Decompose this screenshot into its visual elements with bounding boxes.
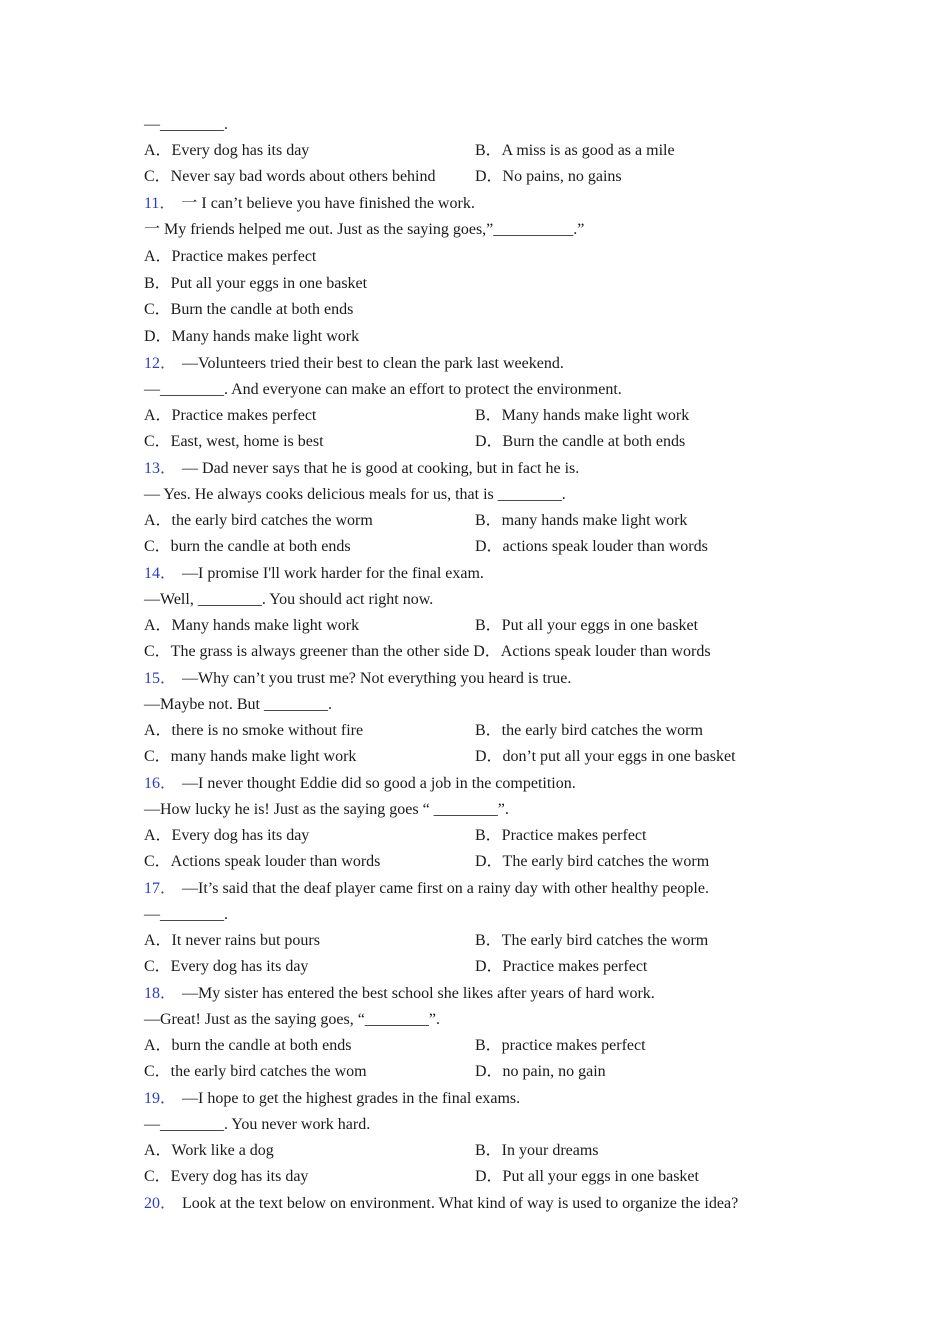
option-c: C．Burn the candle at both ends <box>144 301 354 318</box>
option-b: B．Practice makes perfect <box>475 827 647 844</box>
question-17 <box>144 878 709 900</box>
question-reply: —How lucky he is! Just as the saying goes “ ________”. <box>144 801 509 818</box>
question-12 <box>144 353 564 375</box>
question-reply: —Maybe not. But ________. <box>144 696 332 713</box>
question-number: 19． <box>144 1090 177 1107</box>
question-prompt: — Dad never says that he is good at cooking, but in fact he is. <box>182 460 580 477</box>
question-number: 18． <box>144 985 177 1002</box>
option-c: C．Every dog has its day <box>144 1168 309 1185</box>
option-c: C．Every dog has its day <box>144 958 309 975</box>
option-d: D．no pain, no gain <box>475 1063 606 1080</box>
option-a: A．Every dog has its day <box>144 142 310 159</box>
option-c: C．the early bird catches the wom <box>144 1063 367 1080</box>
question-number: 16． <box>144 775 177 792</box>
question-number: 14． <box>144 565 177 582</box>
option-c: C．burn the candle at both ends <box>144 538 351 555</box>
option-d: D．The early bird catches the worm <box>475 853 710 870</box>
option-b: B．the early bird catches the worm <box>475 722 703 739</box>
question-number: 17． <box>144 880 177 897</box>
question-prompt: Look at the text below on environment. What kind of way is used to organize the idea? <box>182 1195 739 1212</box>
option-a: A．Every dog has its day <box>144 827 310 844</box>
option-d: D．Actions speak louder than words <box>473 643 711 660</box>
question-13 <box>144 458 579 480</box>
question-reply: —________. And everyone can make an effort to protect the environment. <box>144 381 622 398</box>
option-b: B．The early bird catches the worm <box>475 932 709 949</box>
question-prompt: —I promise I'll work harder for the final exam. <box>182 565 484 582</box>
question-15 <box>144 668 571 690</box>
option-d: D．Practice makes perfect <box>475 958 648 975</box>
question-number: 12． <box>144 355 177 372</box>
option-c-d-row <box>144 641 711 663</box>
question-19 <box>144 1088 520 1110</box>
option-a: A．burn the candle at both ends <box>144 1037 352 1054</box>
question-20 <box>144 1193 738 1215</box>
option-b: B．Many hands make light work <box>475 407 690 424</box>
question-reply: —________. <box>144 906 228 923</box>
question-14 <box>144 563 484 585</box>
option-c: C．Actions speak louder than words <box>144 853 381 870</box>
option-b: B．many hands make light work <box>475 512 688 529</box>
option-a: A．the early bird catches the worm <box>144 512 373 529</box>
option-b: B．Put all your eggs in one basket <box>144 275 368 292</box>
question-reply: —________. You never work hard. <box>144 1116 371 1133</box>
option-a: A．Many hands make light work <box>144 617 360 634</box>
question-prompt: —My sister has entered the best school she likes after years of hard work. <box>182 985 655 1002</box>
question-number: 20． <box>144 1195 177 1212</box>
question-reply: —Well, ________. You should act right now. <box>144 591 434 608</box>
option-a: A．Practice makes perfect <box>144 407 317 424</box>
option-b: B．practice makes perfect <box>475 1037 646 1054</box>
question-16 <box>144 773 576 795</box>
option-a: A．there is no smoke without fire <box>144 722 364 739</box>
option-b: B．Put all your eggs in one basket <box>475 617 699 634</box>
question-number: 13． <box>144 460 177 477</box>
option-c: C．Never say bad words about others behind <box>144 168 436 185</box>
question-prompt: —I hope to get the highest grades in the final exams. <box>182 1090 521 1107</box>
option-d: D．Many hands make light work <box>144 328 360 345</box>
option-d: D．No pains, no gains <box>475 168 622 185</box>
option-a: A．Practice makes perfect <box>144 248 317 265</box>
option-b: B．A miss is as good as a mile <box>475 142 675 159</box>
question-prompt: —It’s said that the deaf player came first on a rainy day with other healthy people. <box>182 880 709 897</box>
option-a: A．Work like a dog <box>144 1142 274 1159</box>
option-d: D．don’t put all your eggs in one basket <box>475 748 736 765</box>
option-d: D．Burn the candle at both ends <box>475 433 686 450</box>
option-c: C．The grass is always greener than the other side <box>144 643 470 660</box>
question-reply: —Great! Just as the saying goes, “________”. <box>144 1011 440 1028</box>
question-number: 15． <box>144 670 177 687</box>
question-18 <box>144 983 655 1005</box>
option-a: A．It never rains but pours <box>144 932 320 949</box>
question-reply: — Yes. He always cooks delicious meals for us, that is ________. <box>144 486 566 503</box>
option-d: D．Put all your eggs in one basket <box>475 1168 699 1185</box>
question-reply: 一 My friends helped me out. Just as the saying goes,”__________.” <box>144 221 585 238</box>
question-number: 11． <box>144 195 176 212</box>
question-11 <box>144 193 475 215</box>
question-prompt: —Volunteers tried their best to clean the park last weekend. <box>182 355 564 372</box>
option-d: D．actions speak louder than words <box>475 538 708 555</box>
option-c: C．East, west, home is best <box>144 433 324 450</box>
option-b: B．In your dreams <box>475 1142 599 1159</box>
option-c: C．many hands make light work <box>144 748 357 765</box>
question-prompt: 一 I can’t believe you have finished the work. <box>181 195 475 212</box>
question-prompt: —Why can’t you trust me? Not everything you heard is true. <box>182 670 572 687</box>
question-prompt: —I never thought Eddie did so good a job in the competition. <box>182 775 576 792</box>
answer-blank: —________. <box>144 116 228 133</box>
